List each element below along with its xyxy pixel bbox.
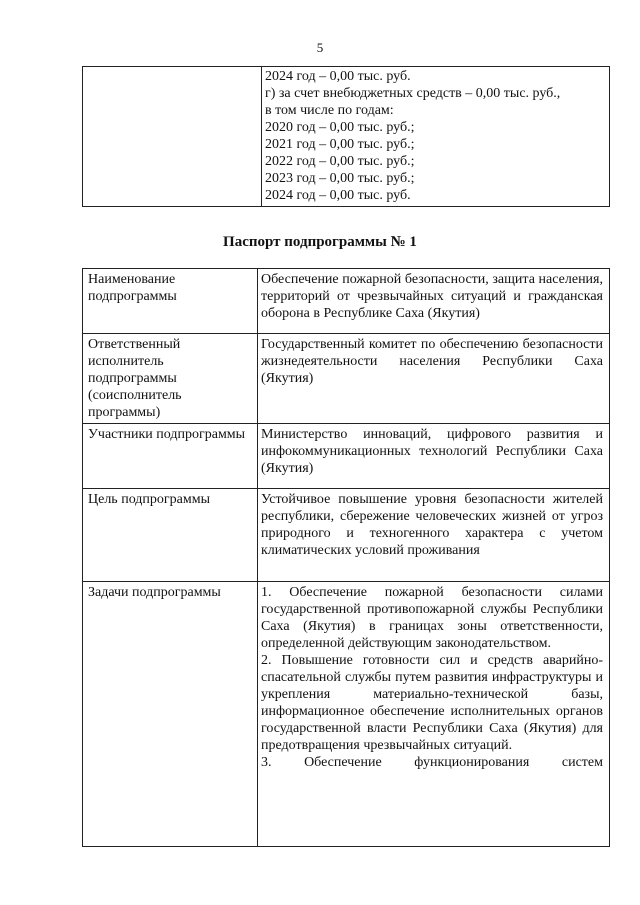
- task-item: 1. Обеспечение пожарной безопасности силами государственной противопожарной службы Республики Саха (Якутия) в границах зоны ответственности, определенной действующим законодательством.: [261, 585, 603, 651]
- funding-line: 2021 год – 0,00 тыс. руб.;: [265, 137, 415, 152]
- funding-line: 2023 год – 0,00 тыс. руб.;: [265, 171, 415, 186]
- funding-cell: [262, 67, 610, 207]
- row-label: Цель подпрограммы: [83, 489, 258, 582]
- funding-table-continuation: [82, 66, 610, 207]
- task-item: 2. Повышение готовности сил и средств аварийно-спасательной службы путем развития инфраструктуры и укрепления материально-технической базы, информационное обеспечение исполнительных органов государственной власти Республики Саха (Якутия) для предотвращения чрезвычайных ситуаций.: [261, 653, 603, 753]
- table-row: [83, 269, 610, 334]
- funding-line: г) за счет внебюджетных средств – 0,00 тыс. руб.,: [265, 86, 561, 101]
- row-value: Устойчивое повышение уровня безопасности жителей республики, сбережение человеческих жизней от угроз природного и техногенного характера с учетом климатических условий проживания: [258, 489, 610, 582]
- table-row: [83, 67, 610, 207]
- table-row: [83, 424, 610, 489]
- row-value: [258, 582, 610, 847]
- section-heading: Паспорт подпрограммы № 1: [223, 234, 417, 250]
- table-row: [83, 582, 610, 847]
- table-row: [83, 334, 610, 424]
- row-label: Задачи подпрограммы: [83, 582, 258, 847]
- row-label: Участники подпрограммы: [83, 424, 258, 489]
- row-value: Министерство инноваций, цифрового развития и инфокоммуникационных технологий Республики Саха (Якутия): [258, 424, 610, 489]
- row-label: Наименование подпрограммы: [83, 269, 258, 334]
- table-row: [83, 489, 610, 582]
- funding-line: 2024 год – 0,00 тыс. руб.: [265, 188, 411, 203]
- row-label: Ответственный исполнитель подпрограммы (соисполнитель программы): [83, 334, 258, 424]
- row-value: Государственный комитет по обеспечению безопасности жизнедеятельности населения Республики Саха (Якутия): [258, 334, 610, 424]
- funding-line: в том числе по годам:: [265, 103, 394, 118]
- funding-line: 2022 год – 0,00 тыс. руб.;: [265, 154, 415, 169]
- empty-cell: [83, 67, 262, 207]
- funding-line: 2024 год – 0,00 тыс. руб.: [265, 69, 411, 84]
- page-number: 5: [316, 40, 324, 55]
- subprogram-passport-table: [82, 268, 610, 847]
- funding-line: 2020 год – 0,00 тыс. руб.;: [265, 120, 415, 135]
- row-value: Обеспечение пожарной безопасности, защита населения, территорий от чрезвычайных ситуаций и гражданская оборона в Республике Саха (Якутия): [258, 269, 610, 334]
- task-item: 3. Обеспечение функционирования систем: [261, 755, 603, 770]
